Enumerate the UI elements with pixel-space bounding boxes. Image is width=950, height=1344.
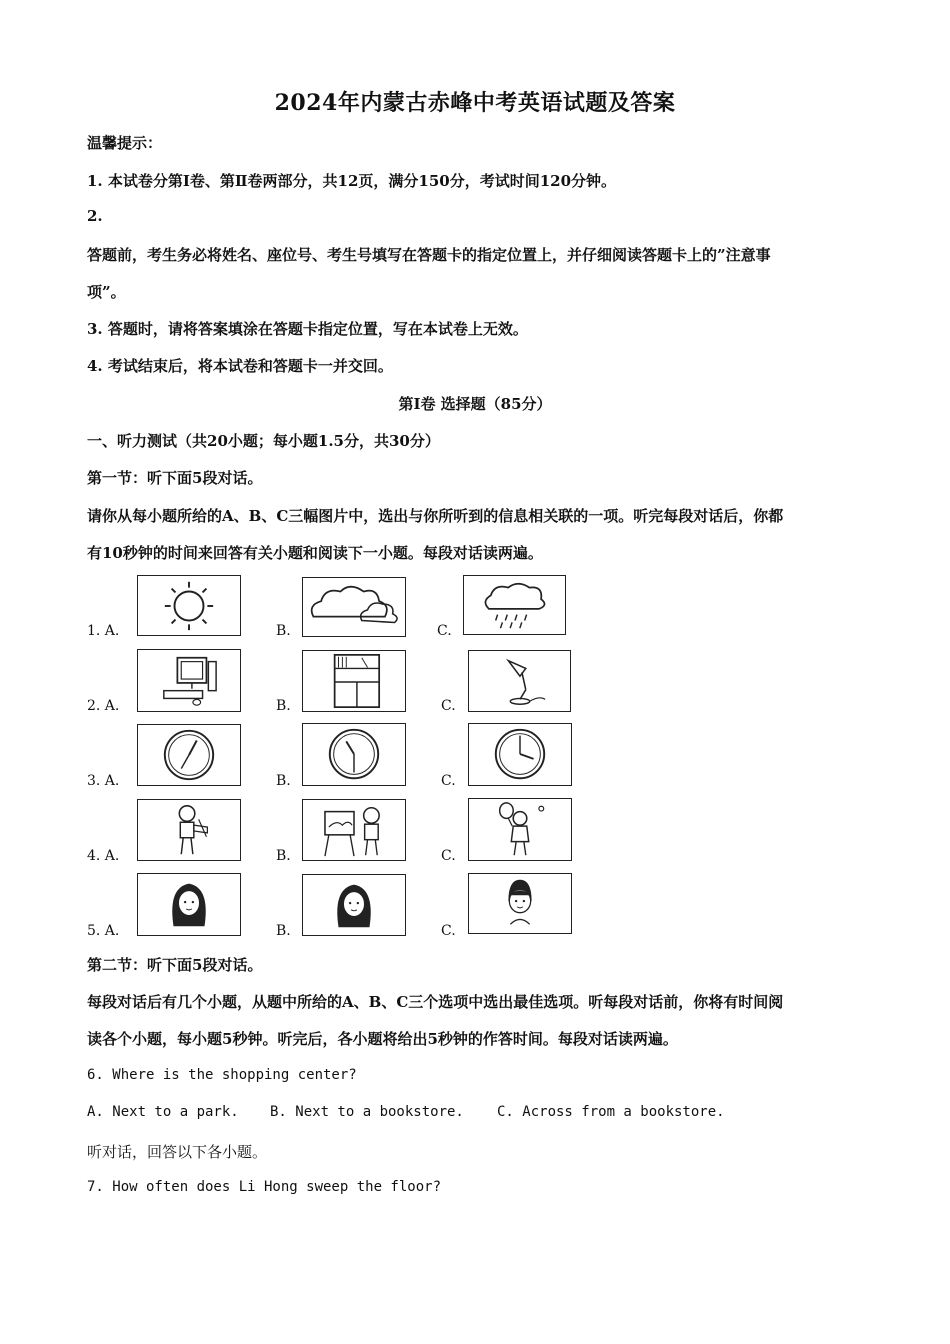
q2-label: 2. A.	[87, 698, 120, 714]
girl-long-hair-icon	[138, 874, 240, 935]
q7-question: 7. How often does Li Hong sweep the floor?	[87, 1179, 442, 1195]
q4-option-c: C.	[441, 848, 456, 864]
instruction1-line1: 请你从每小题所给的A、B、C三幅图片中，选出与你所听到的信息相关联的一项。听完每段对话后，你都	[87, 507, 784, 525]
q6-option-c: C. Across from a bookstore.	[497, 1104, 725, 1120]
clock-icon	[138, 725, 240, 785]
lamp-icon	[469, 651, 570, 711]
computer-picture	[137, 649, 241, 712]
violin-boy-picture	[137, 799, 241, 861]
cloudy-picture	[302, 577, 406, 637]
rainy-picture	[463, 575, 566, 635]
desk-lamp-picture	[468, 650, 571, 712]
q5-option-c: C.	[441, 923, 456, 939]
sun-icon	[138, 576, 240, 635]
q4-label: 4. A.	[87, 848, 120, 864]
painting-boy-icon	[303, 800, 405, 860]
bookcase-icon	[303, 651, 405, 711]
q1-option-c: C.	[437, 623, 452, 639]
tennis-girl-icon	[469, 799, 571, 860]
clock-icon	[303, 724, 405, 785]
q5-label: 5. A.	[87, 923, 120, 939]
subsection2-heading: 第二节：听下面5段对话。	[87, 956, 263, 974]
tip-3: 3. 答题时，请将答案填涂在答题卡指定位置，写在本试卷上无效。	[87, 320, 528, 338]
q1-option-b: B.	[276, 623, 291, 639]
long-hair-girl-picture-b	[302, 874, 406, 936]
listen-note: 听对话，回答以下各小题。	[87, 1143, 268, 1161]
bookcase-picture	[302, 650, 406, 712]
q3-option-c: C.	[441, 773, 456, 789]
q3-label: 3. A.	[87, 773, 120, 789]
clock-picture-c	[468, 723, 572, 786]
girl-short-hair-icon	[469, 874, 571, 933]
painting-boy-picture	[302, 799, 406, 861]
tip-2: 2.	[87, 207, 103, 225]
q6-question: 6. Where is the shopping center?	[87, 1067, 357, 1083]
q2-option-c: C.	[441, 698, 456, 714]
section1-heading: 一、听力测试（共20小题；每小题1.5分，共30分）	[87, 432, 440, 450]
tip-2-cont: 项”。	[87, 283, 126, 301]
tip-1: 1. 本试卷分第Ⅰ卷、第Ⅱ卷两部分，共12页，满分150分，考试时间120分钟。	[87, 172, 617, 190]
instruction2-line2: 读各个小题，每小题5秒钟。听完后，各小题将给出5秒钟的作答时间。每段对话读两遍。	[87, 1030, 678, 1048]
clock-picture-a	[137, 724, 241, 786]
q4-option-b: B.	[276, 848, 291, 864]
clock-icon	[469, 724, 571, 785]
instruction1-line2: 有10秒钟的时间来回答有关小题和阅读下一小题。每段对话读两遍。	[87, 544, 543, 562]
tip-2-text: 答题前，考生务必将姓名、座位号、考生号填写在答题卡的指定位置上，并仔细阅读答题卡上的”注意事	[87, 246, 771, 264]
q1-label: 1. A.	[87, 623, 120, 639]
subsection1-heading: 第一节：听下面5段对话。	[87, 469, 263, 487]
long-hair-girl-picture-a	[137, 873, 241, 936]
page-title: 2024年内蒙古赤峰中考英语试题及答案	[274, 90, 676, 116]
instruction2-line1: 每段对话后有几个小题，从题中所给的A、B、C三个选项中选出最佳选项。听每段对话前，你将有时间阅	[87, 993, 784, 1011]
tip-4: 4. 考试结束后，将本试卷和答题卡一并交回。	[87, 357, 393, 375]
rain-cloud-icon	[464, 576, 565, 634]
q5-option-b: B.	[276, 923, 291, 939]
q6-option-a: A. Next to a park.	[87, 1104, 239, 1120]
q3-option-b: B.	[276, 773, 291, 789]
cloud-icon	[303, 578, 405, 636]
tennis-girl-picture	[468, 798, 572, 861]
violin-boy-icon	[138, 800, 240, 860]
short-hair-girl-picture	[468, 873, 572, 934]
tips-heading: 温馨提示：	[87, 134, 163, 152]
q6-option-b: B. Next to a bookstore.	[270, 1104, 464, 1120]
q2-option-b: B.	[276, 698, 291, 714]
part1-heading: 第Ⅰ卷 选择题（85分）	[398, 395, 552, 413]
computer-icon	[138, 650, 240, 711]
girl-long-hair-icon	[303, 875, 405, 935]
clock-picture-b	[302, 723, 406, 786]
sun-picture	[137, 575, 241, 636]
